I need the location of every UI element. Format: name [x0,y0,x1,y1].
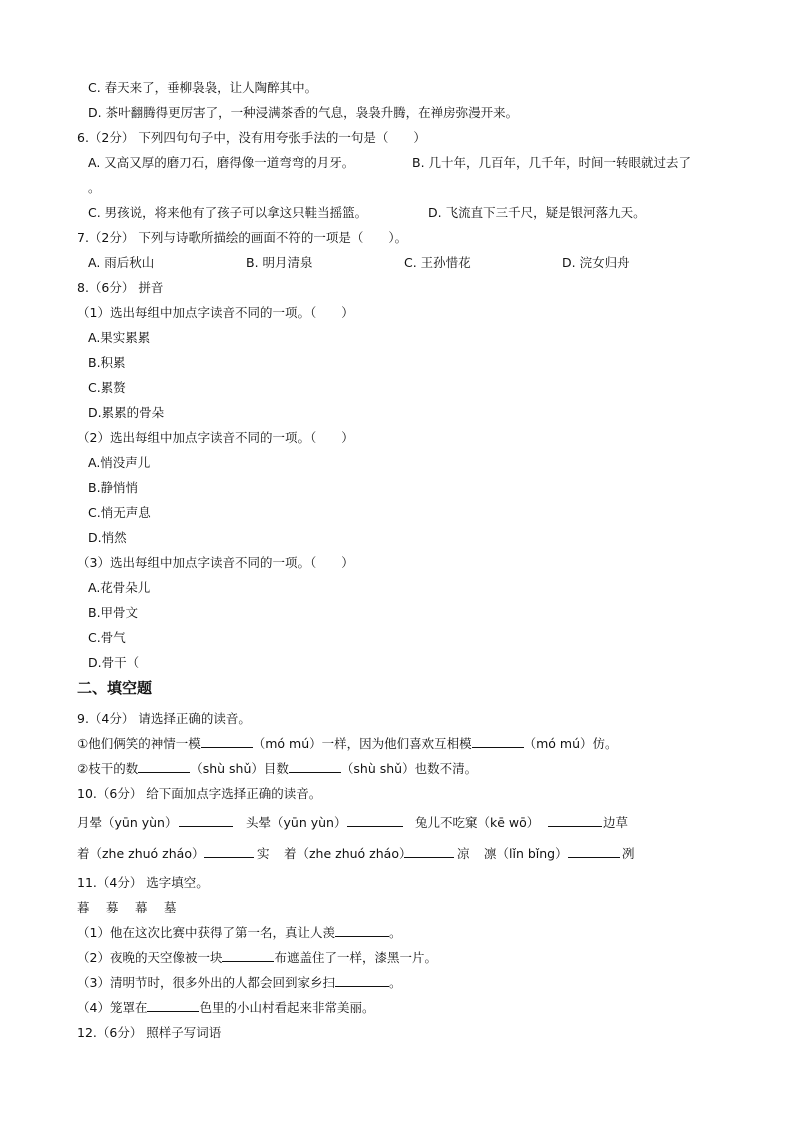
q11-2-text-a: （2）夜晚的天空像被一块 [77,950,223,965]
q11-sub-4 [77,1000,374,1016]
q11-2-text-b: 布遮盖住了一样，漆黑一片。 [274,950,437,965]
q11-sub-3 [77,975,401,991]
q10-r2-blank-c[interactable] [568,846,620,858]
q10-r2-blank-a[interactable] [204,846,254,858]
q8-3-option-b: B.甲骨文 [88,605,139,620]
q6-option-d: D. 飞流直下三千尺，疑是银河落九天。 [428,205,646,220]
q10-r1-item-a: 月晕（yūn yùn） [77,815,178,830]
q9-2-text-a: ②枝干的数 [77,761,139,776]
q11-sub-1 [77,925,401,941]
q8-1-option-a: A.果实累累 [88,330,151,345]
q10-r2-item-e: 凛（lǐn bǐng） [484,846,568,861]
q8-sub-1: （1）选出每组中加点字读音不同的一项。（ ） [77,305,354,320]
q11-3-blank[interactable] [335,975,389,987]
q9-2-blank-1[interactable] [138,761,190,773]
q11-char-choices: 暮 募 幕 墓 [77,900,179,915]
q8-1-option-c: C.累赘 [88,380,126,395]
q8-1-option-b: B.积累 [88,355,126,370]
q7-option-d: D. 浣女归舟 [562,255,630,270]
q9-1-text-c: （mó mú）仿。 [523,736,618,751]
q10-row-2 [0,846,794,864]
q10-r1-blank-c[interactable] [548,815,602,827]
q11-4-blank[interactable] [147,1000,199,1012]
q11-sub-2 [77,950,437,966]
q6-option-c: C. 男孩说，将来他有了孩子可以拿这只鞋当摇篮。 [88,205,368,220]
q11-2-blank[interactable] [222,950,274,962]
q10-r2-item-d: 凉 [457,846,470,861]
q8-1-option-d: D.累累的骨朵 [88,405,165,420]
q7-option-a: A. 雨后秋山 [88,255,155,270]
q8-3-option-a: A.花骨朵儿 [88,580,151,595]
q10-r2-item-b: 实 [257,846,270,861]
q9-2-text-c: （shù shǔ）也数不清。 [340,761,478,776]
q11-4-text-b: 色里的小山村看起来非常美丽。 [199,1000,375,1015]
q11-1-text-b: 。 [388,925,402,940]
question-7: 7.（2分） 下列与诗歌所描绘的画面不符的一项是（ ）。 [77,230,408,245]
section-heading-fill-blank: 二、填空题 [77,679,153,697]
question-8: 8.（6分） 拼音 [77,280,164,295]
q9-1-text-b: （mó mú）一样，因为他们喜欢互相模 [252,736,472,751]
q11-1-blank[interactable] [335,925,389,937]
q10-r1-blank-a[interactable] [179,815,233,827]
q7-option-b: B. 明月清泉 [246,255,313,270]
q9-1-blank-2[interactable] [472,736,524,748]
q8-2-option-c: C.悄无声息 [88,505,151,520]
q10-r2-item-f: 冽 [622,846,635,861]
q11-4-text-a: （4）笼罩在 [77,1000,148,1015]
q9-line-2 [77,761,477,777]
question-6: 6.（2分） 下列四句句子中，没有用夸张手法的一句是（ ） [77,130,426,145]
q11-3-text-b: 。 [388,975,402,990]
q6-option-a: A. 又高又厚的磨刀石，磨得像一道弯弯的月牙。 [88,155,355,170]
q9-1-text-a: ①他们俩笑的神情一模 [77,736,201,751]
question-12: 12.（6分） 照样子写词语 [77,1025,222,1040]
q8-2-option-b: B.静悄悄 [88,480,139,495]
option-c-spring: C. 春天来了，垂柳袅袅，让人陶醉其中。 [88,80,318,95]
q10-r1-item-d: 边草 [603,815,629,830]
q8-2-option-d: D.悄然 [88,530,127,545]
q11-1-text-a: （1）他在这次比赛中获得了第一名，真让人羡 [77,925,335,940]
q10-row-1 [0,815,794,833]
question-11: 11.（4分） 选字填空。 [77,875,209,890]
q8-sub-2: （2）选出每组中加点字读音不同的一项。（ ） [77,430,354,445]
q9-1-blank-1[interactable] [201,736,253,748]
question-10: 10.（6分） 给下面加点字选择正确的读音。 [77,786,322,801]
q9-line-1 [77,736,618,752]
q10-r2-blank-b[interactable] [404,846,454,858]
q10-r1-blank-b[interactable] [347,815,403,827]
q10-r1-item-b: 头晕（yūn yùn） [246,815,347,830]
question-9: 9.（4分） 请选择正确的读音。 [77,711,251,726]
q10-r2-item-c: 着（zhe zhuó zháo） [284,846,412,861]
q8-2-option-a: A.悄没声儿 [88,455,151,470]
q9-2-text-b: （shù shǔ）目数 [190,761,289,776]
q6-option-b-cont: 。 [88,180,101,195]
q6-option-b: B. 几十年，几百年，几千年，时间一转眼就过去了 [412,155,692,170]
option-d-tea: D. 茶叶翻腾得更厉害了，一种浸满茶香的气息，袅袅升腾，在禅房弥漫开来。 [88,105,519,120]
q11-3-text-a: （3）清明节时，很多外出的人都会回到家乡扫 [77,975,335,990]
q9-2-blank-2[interactable] [289,761,341,773]
q10-r1-item-c: 兔儿不吃窠（kē wō） [415,815,540,830]
q8-sub-3: （3）选出每组中加点字读音不同的一项。（ ） [77,555,354,570]
q8-3-option-c: C.骨气 [88,630,126,645]
q8-3-option-d: D.骨干（ [88,655,140,670]
q10-r2-item-a: 着（zhe zhuó zháo） [77,846,205,861]
q7-option-c: C. 王孙惜花 [404,255,471,270]
